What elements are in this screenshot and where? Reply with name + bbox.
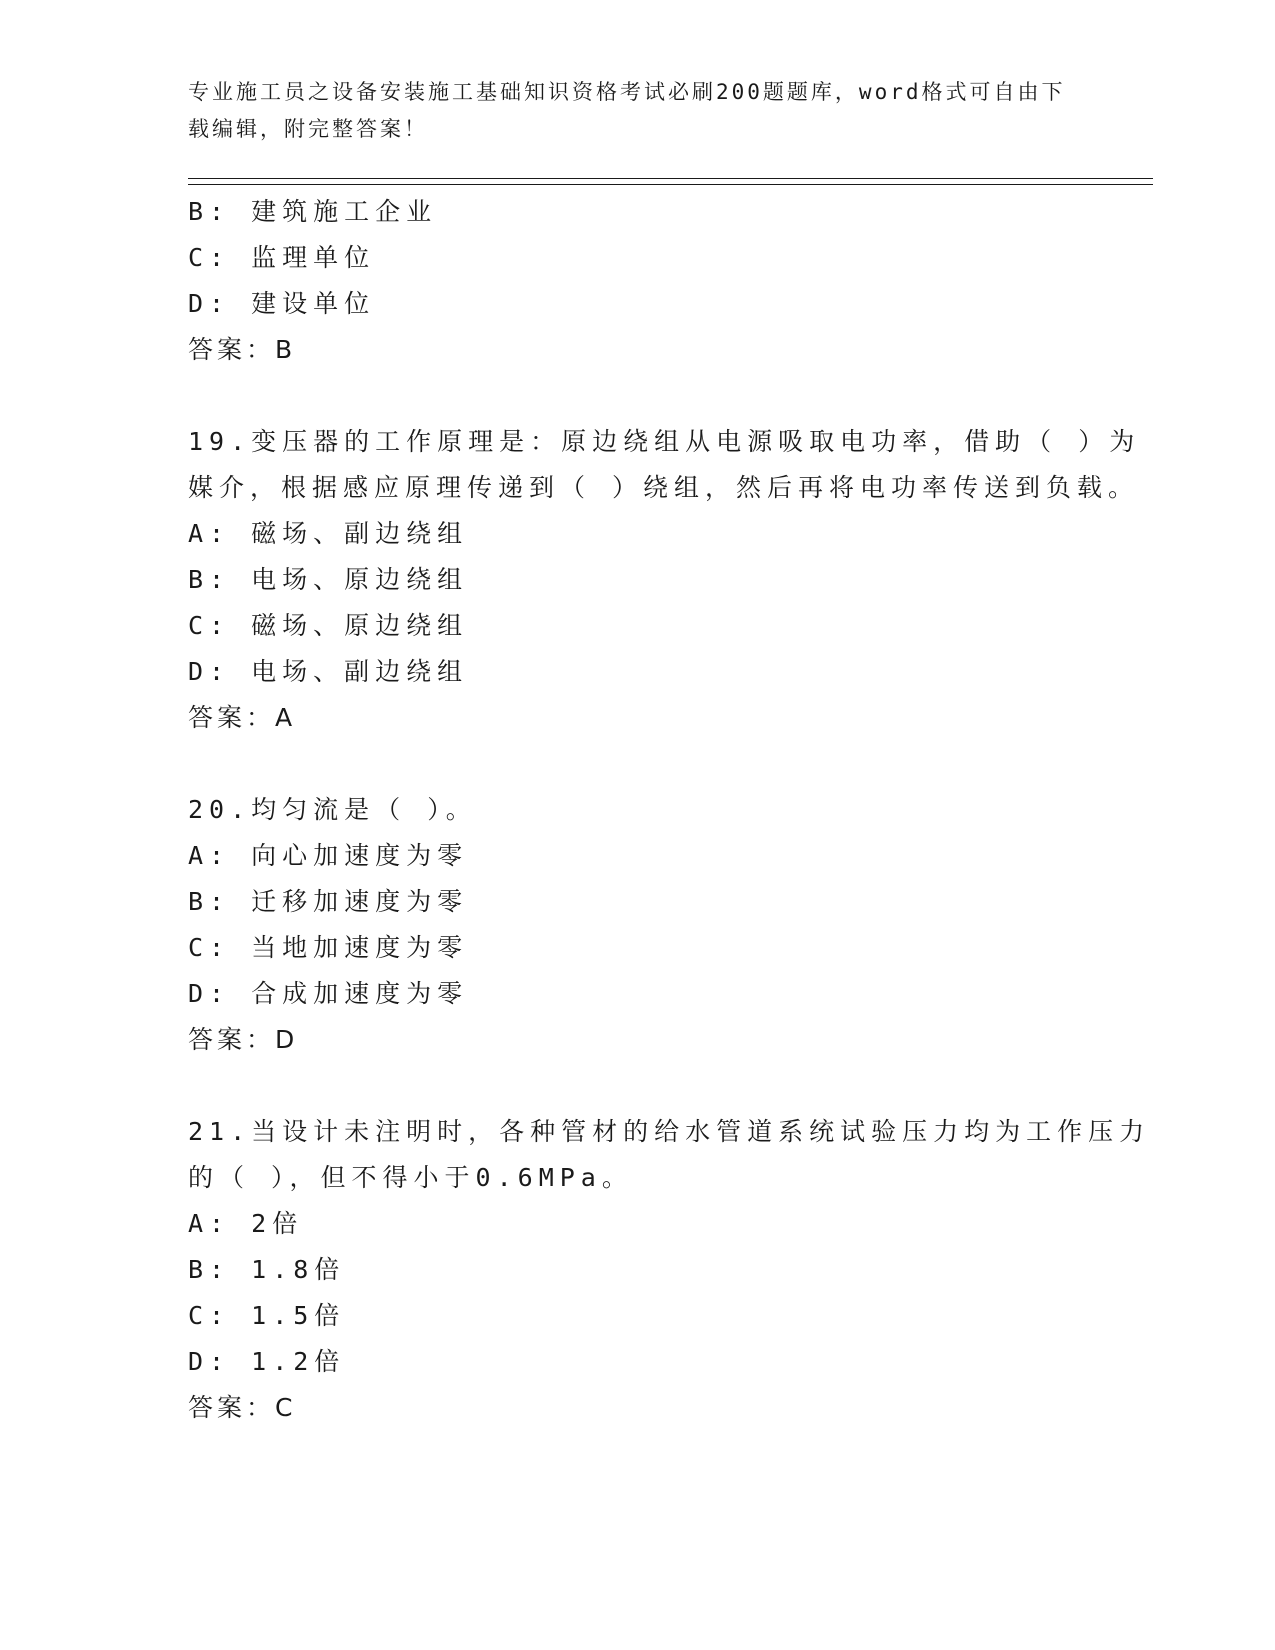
question-18-continued [188, 189, 1088, 373]
option-a: A: 向心加速度为零 [188, 841, 469, 870]
question-stem-line: 21.当设计未注明时，各种管材的给水管道系统试验压力均为工作压力 [188, 1117, 1151, 1146]
header-divider-bottom [188, 184, 1153, 185]
option-b: B: 建筑施工企业 [188, 197, 438, 226]
question-21 [188, 1109, 1151, 1431]
question-stem-line: 媒介，根据感应原理传递到（ ）绕组，然后再将电功率传送到负载。 [188, 473, 1140, 502]
header-divider-top [188, 178, 1153, 179]
option-b: B: 迁移加速度为零 [188, 887, 469, 916]
option-b: B: 电场、原边绕组 [188, 565, 469, 594]
option-d: D: 1.2倍 [188, 1347, 346, 1376]
option-c: C: 磁场、原边绕组 [188, 611, 469, 640]
option-a: A: 2倍 [188, 1209, 304, 1238]
document-header-title: 专业施工员之设备安装施工基础知识资格考试必刷200题题库，word格式可自由下载编辑，附完整答案！ [188, 80, 1066, 141]
question-list [188, 189, 1151, 1431]
option-c: C: 监理单位 [188, 243, 376, 272]
question-19 [188, 419, 1141, 741]
question-stem-line: 20.均匀流是（ ）。 [188, 795, 477, 824]
option-b: B: 1.8倍 [188, 1255, 346, 1284]
option-c: C: 当地加速度为零 [188, 933, 469, 962]
answer-line: 答案：C [188, 1393, 297, 1422]
question-20 [188, 787, 1088, 1063]
answer-line: 答案：A [188, 703, 297, 732]
option-a: A: 磁场、副边绕组 [188, 519, 469, 548]
question-stem-line: 的（ ），但不得小于0.6MPa。 [188, 1163, 633, 1192]
option-d: D: 电场、副边绕组 [188, 657, 469, 686]
answer-line: 答案：B [188, 335, 297, 364]
question-stem-line: 19.变压器的工作原理是：原边绕组从电源吸取电功率，借助（ ）为 [188, 427, 1141, 456]
option-c: C: 1.5倍 [188, 1301, 346, 1330]
option-d: D: 合成加速度为零 [188, 979, 469, 1008]
answer-line: 答案：D [188, 1025, 299, 1054]
option-d: D: 建设单位 [188, 289, 376, 318]
